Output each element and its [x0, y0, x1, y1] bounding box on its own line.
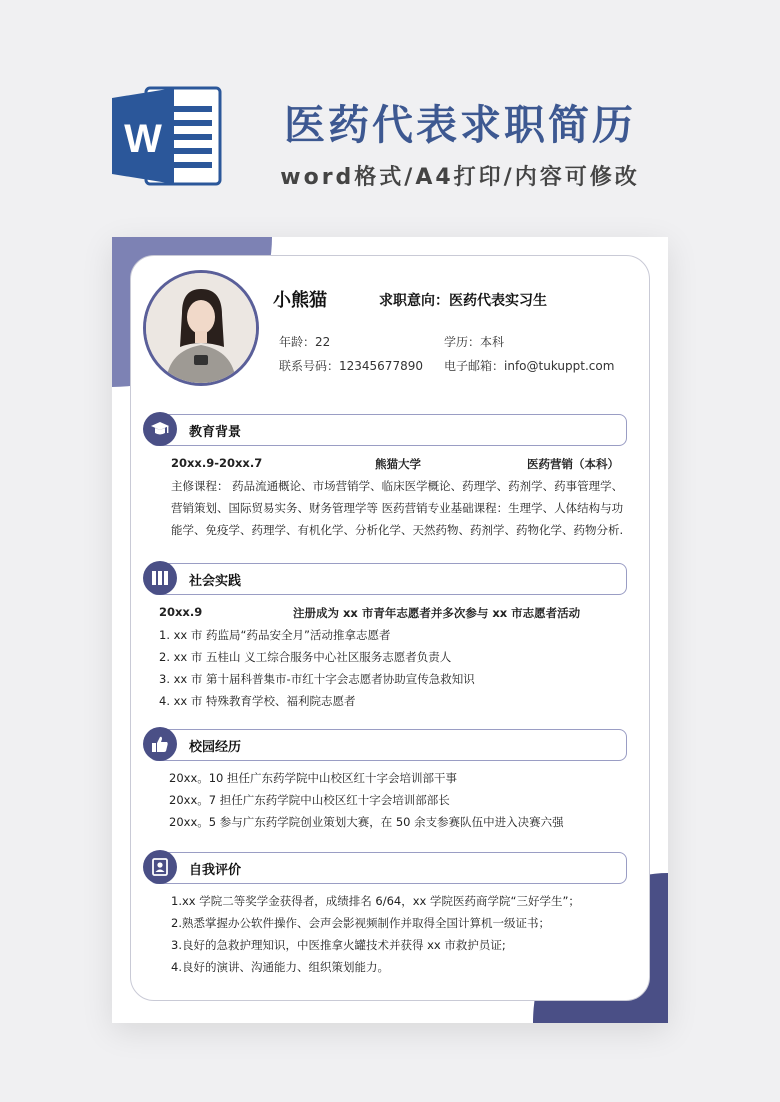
resume-sheet: [112, 237, 668, 1023]
practice-item: 3. xx 市 第十届科普集市-市红十字会志愿者协助宣传急救知识: [159, 672, 475, 686]
self-eval-item: 3.良好的急救护理知识，中医推拿火罐技术并获得 xx 市救护员证;: [171, 938, 506, 952]
books-icon: [143, 561, 177, 595]
campus-item: 20xx。10 担任广东药学院中山校区红十字会培训部干事: [169, 771, 458, 785]
section-title-campus: 校园经历: [189, 740, 242, 755]
resume-card: [130, 255, 650, 1001]
education-major: 医药营销（本科）: [527, 457, 619, 471]
profile-card-icon: [143, 850, 177, 884]
self-eval-item: 2.熟悉掌握办公软件操作、会声会影视频制作并取得全国计算机一级证书；: [171, 916, 550, 930]
banner-subtitle: word格式/A4打印/内容可修改: [280, 165, 640, 190]
practice-item: 4. xx 市 特殊教育学校、福利院志愿者: [159, 694, 356, 708]
self-eval-item: 1.xx 学院二等奖学金获得者，成绩排名 6/64，xx 学院医药商学院“三好学生”；: [171, 894, 580, 908]
education-courses-line: 能学、免疫学、药理学、有机化学、分析化学、天然药物、药剂学、药物化学、药物分析.: [171, 523, 624, 537]
profile-name: 小熊猫: [273, 290, 327, 311]
profile-email: 电子邮箱：info@tukuppt.com: [444, 359, 615, 373]
profile-phone: 联系号码：12345677890: [279, 359, 423, 373]
banner-title: 医药代表求职简历: [284, 101, 636, 149]
education-school: 熊猫大学: [375, 457, 421, 471]
profile-age: 年龄：22: [279, 335, 331, 349]
practice-period: 20xx.9: [159, 605, 203, 619]
self-eval-item: 4.良好的演讲、沟通能力、组织策划能力。: [171, 960, 389, 974]
thumbs-up-icon: [143, 727, 177, 761]
profile-photo: [143, 270, 259, 386]
practice-headline: 注册成为 xx 市青年志愿者并多次参与 xx 市志愿者活动: [293, 606, 581, 620]
education-period: 20xx.9-20xx.7: [171, 456, 263, 470]
section-title-self-eval: 自我评价: [189, 863, 242, 878]
education-courses-line: 营销策划、国际贸易实务、财务管理学等 医药营销专业基础课程：生理学、人体结构与功: [171, 501, 624, 515]
profile-education: 学历：本科: [444, 335, 505, 349]
education-courses-line: 主修课程： 药品流通概论、市场营销学、临床医学概论、药理学、药剂学、药事管理学、: [171, 479, 624, 493]
campus-item: 20xx。5 参与广东药学院创业策划大赛，在 50 余支参赛队伍中进入决赛六强: [169, 815, 564, 829]
job-intent: 求职意向：医药代表实习生: [379, 293, 547, 309]
practice-item: 1. xx 市 药监局“药品安全月”活动推拿志愿者: [159, 628, 391, 642]
section-title-education: 教育背景: [189, 425, 242, 440]
section-title-practice: 社会实践: [189, 574, 242, 589]
word-logo-icon: [112, 84, 224, 188]
campus-item: 20xx。7 担任广东药学院中山校区红十字会培训部部长: [169, 793, 450, 807]
svg-text:W: W: [124, 117, 162, 161]
practice-item: 2. xx 市 五桂山 义工综合服务中心社区服务志愿者负责人: [159, 650, 452, 664]
graduation-cap-icon: [143, 412, 177, 446]
